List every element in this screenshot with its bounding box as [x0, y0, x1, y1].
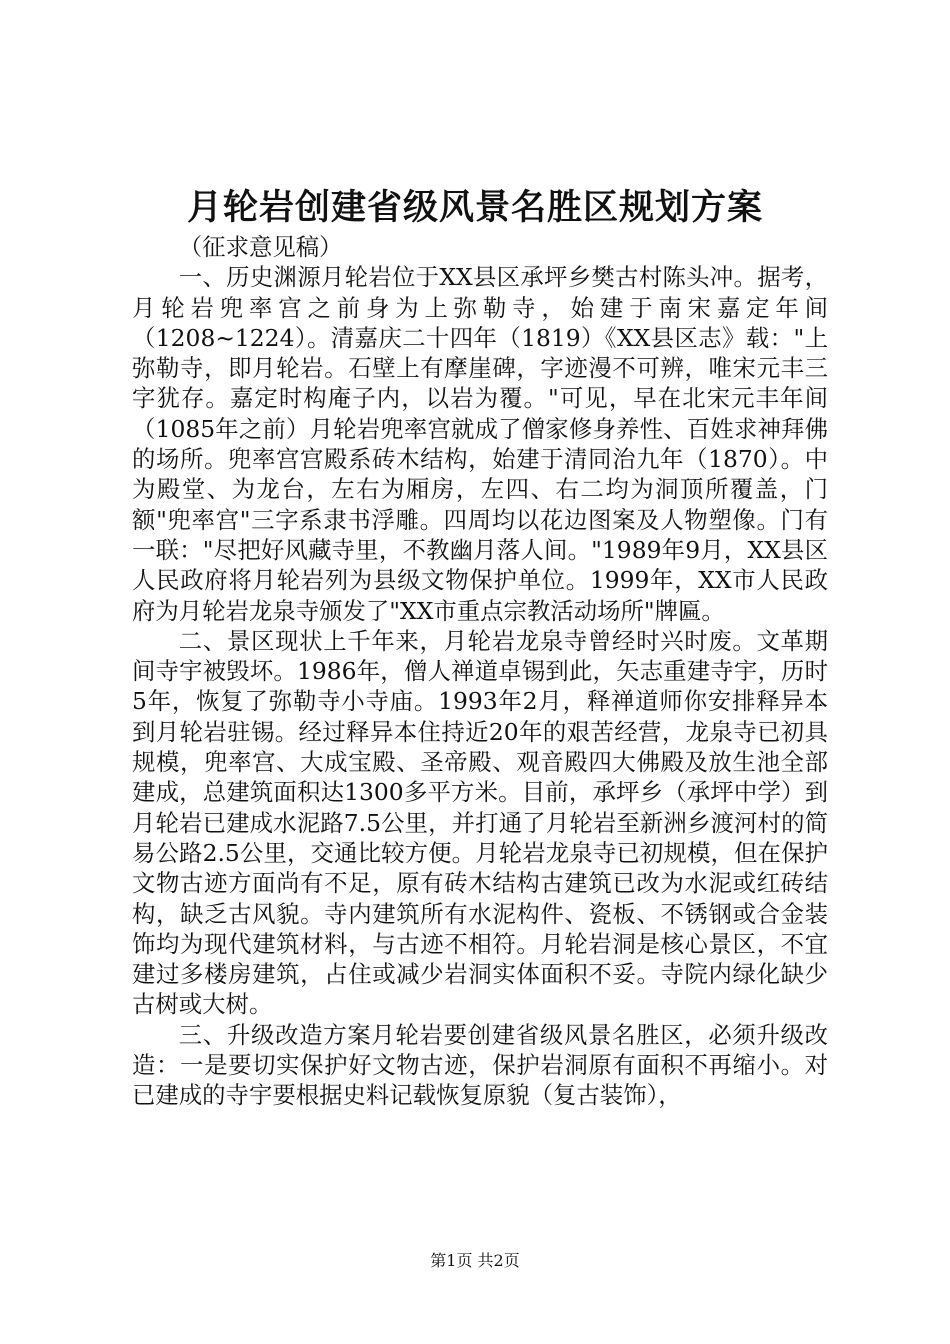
- paragraph-upgrade-plan: 三、升级改造方案月轮岩要创建省级风景名胜区，必须升级改造：一是要切实保护好文物古迹，保护岩洞原有面积不再缩小。对已建成的寺宇要根据史料记载恢复原貌（复古装饰），: [132, 1020, 828, 1110]
- paragraph-history: 一、历史渊源月轮岩位于XX县区承坪乡樊古村陈头冲。据考，月轮岩兜率宫之前身为上弥勒寺，始建于南宋嘉定年间（1208~1224）。清嘉庆二十四年（1819）《XX县区志》载："上弥勒寺，即月轮岩。石壁上有摩崖碑，字迹漫不可辨，唯宋元丰三字犹存。嘉定时构庵子内，以岩为覆。"可见，早在北宋元丰年间（1085年之前）月轮岩兜率宫就成了僧家修身养性、百姓求神拜佛的场所。兜率宫宫殿系砖木结构，始建于清同治九年（1870）。中为殿堂、为龙台，左右为厢房，左四、右二均为洞顶所覆盖，门额"兜率宫"三字系隶书浮雕。四周均以花边图案及人物塑像。门有一联："尽把好风藏寺里，不教幽月落人间。"1989年9月，XX县区人民政府将月轮岩列为县级文物保护单位。1999年，XX市人民政府为月轮岩龙泉寺颁发了"XX市重点宗教活动场所"牌匾。: [132, 263, 828, 625]
- paragraph-current-status: 二、景区现状上千年来，月轮岩龙泉寺曾经时兴时废。文革期间寺宇被毁坏。1986年，僧人禅道卓锡到此，矢志重建寺宇，历时5年，恢复了弥勒寺小寺庙。1993年2月，释禅道师你安排释异本到月轮岩驻锡。经过释异本住持近20年的艰苦经营，龙泉寺已初具规模，兜率宫、大成宝殿、圣帝殿、观音殿四大佛殿及放生池全部建成，总建筑面积达1300多平方米。目前，承坪乡（承坪中学）到月轮岩已建成水泥路7.5公里，并打通了月轮岩至新洲乡渡河村的简易公路2.5公里，交通比较方便。月轮岩龙泉寺已初规模，但在保护文物古迹方面尚有不足，原有砖木结构古建筑已改为水泥或红砖结构，缺乏古风貌。寺内建筑所有水泥构件、瓷板、不锈钢或合金装饰均为现代建筑材料，与古迹不相符。月轮岩洞是核心景区，不宜建过多楼房建筑，占住或减少岩洞实体面积不妥。寺院内绿化缺少古树或大树。: [132, 626, 828, 1019]
- document-title: 月轮岩创建省级风景名胜区规划方案: [186, 188, 763, 228]
- document-subtitle: （征求意见稿）: [178, 233, 343, 261]
- document-body: [132, 232, 828, 1111]
- page-footer: 第1页 共2页: [430, 1251, 520, 1270]
